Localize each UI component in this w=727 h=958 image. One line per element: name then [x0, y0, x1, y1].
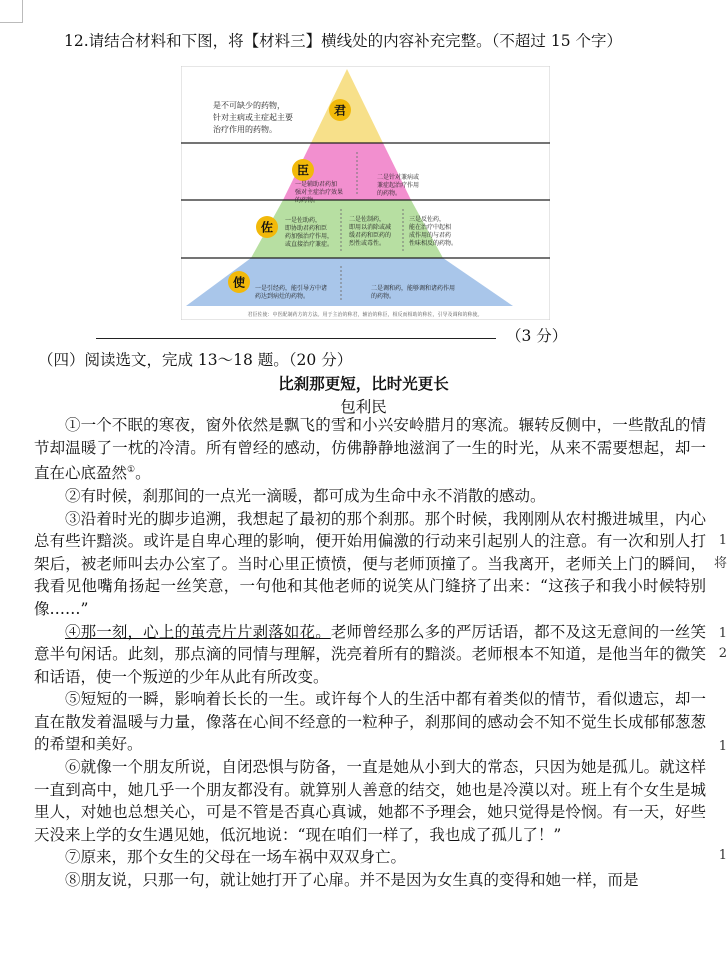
- label-chen: [292, 159, 314, 181]
- figure-text-line: 强对主症治疗效果: [295, 189, 344, 196]
- margin-mark-1: 1: [718, 533, 727, 548]
- paragraph-6: ⑥就像一个朋友所说，自闭恐惧与防备，一直是她从小到大的常态，只因为她是孤儿。就这样一直到高中，她几乎一个朋友都没有。就算别人善意的结交，她也是冷漠以对。班上有个女生是城里人，对她也总想关心，可是不管是否真心真诚，她都不予理会，她只觉得是怜悯。有一天，好些天没来上学的女生遇见她，低沉地说：“现在咱们一样了，我也成了孤儿了！”: [34, 758, 706, 844]
- margin-mark-3: 1: [718, 626, 727, 641]
- section-heading: （四）阅读选文，完成 13～18 题。（20 分）: [38, 351, 353, 369]
- figure-text-line: 缓君药和臣药的: [349, 232, 392, 239]
- figure-caption: 君臣佐使：中医配制药方的方法。用于主治的称君，辅治的称臣，相反而相助的称佐，引导及调和的称使。: [247, 312, 483, 318]
- svg-text:臣: 臣: [296, 163, 310, 178]
- margin-mark-2: 将: [713, 556, 727, 571]
- figure-text-line: 二是针对兼病或: [377, 174, 420, 181]
- answer-blank-line[interactable]: [96, 338, 496, 339]
- underlined-sentence: ④那一刻，心上的茧壳片片剥落如花。: [65, 622, 331, 641]
- figure-text-line: 三是反佐药，: [409, 216, 446, 223]
- question-text: 请结合材料和下图，将【材料三】横线处的内容补充完整。（不超过 15 个字）: [88, 32, 622, 50]
- margin-mark-6: 1: [718, 848, 727, 863]
- figure-text-line: 即协助君药和臣: [285, 225, 328, 232]
- paragraph-4: ④那一刻，心上的茧壳片片剥落如花。老师曾经那么多的严厉话语，都不及这无意间的一丝笑意半句闲话。此刻，那点滴的同情与理解，洗亮着所有的黯淡。老师根本不知道，是他当年的微笑和话语，使一个叛逆的少年从此有所改变。: [34, 622, 706, 686]
- figure-text-line: 针对主病或主症起主要: [213, 113, 293, 122]
- article-author: 包利民: [340, 398, 387, 416]
- figure-text-line: 一是引经药，能引导方中诸: [255, 285, 328, 292]
- svg-text:使: 使: [232, 275, 246, 290]
- figure-text-line: 二是调和药，能够调和诸药作用: [371, 285, 456, 292]
- figure-text-line: 治疗作用的药物。: [213, 125, 277, 134]
- figure-text-line: 二是佐制药，: [349, 216, 386, 223]
- paragraph-1: ①一个不眠的寒夜，窗外依然是飘飞的雪和小兴安岭腊月的寒流。辗转反侧中，一些散乱的情节却温暖了一枕的冷清。所有曾经的感动，仿佛静静地滋润了一生的时光，从来不需要想起，却一直在心底盈然①。: [34, 416, 706, 483]
- figure-text-line: 性味相反的药物。: [409, 240, 458, 247]
- jun-chen-zuo-shi-figure: [181, 66, 550, 320]
- question-score: （3 分）: [506, 327, 568, 345]
- question-number: 12.: [64, 32, 89, 50]
- figure-text-line: 兼症起治疗作用: [377, 182, 420, 189]
- figure-text-line: 能在治疗中起相: [409, 224, 452, 231]
- paragraph-3: ③沿着时光的脚步追溯，我想起了最初的那个刹那。那个时候，我刚刚从农村搬进城里，内心总有些许黯淡。或许是自卑心理的影响，便开始用偏激的行动来引起别人的注意。有一次和别人打架后，被老师叫去办公室了。当时心里正愤愤，便与老师顶撞了。当我离开，老师关上门的瞬间，我看见他嘴角扬起一丝笑意，一句他和其他老师的说笑从门缝挤了出来：“这孩子和我小时候特别像……”: [34, 509, 706, 618]
- figure-text-line: 药达到病灶的药物。: [255, 293, 310, 300]
- figure-text-line: 药加强治疗作用，: [285, 233, 334, 240]
- figure-text-line: 是不可缺少的药物，: [213, 101, 285, 110]
- page-corner-mark: [0, 0, 23, 23]
- svg-text:佐: 佐: [260, 220, 274, 235]
- footnote-marker: ①: [127, 465, 136, 476]
- figure-text-line: 即用以消除或减: [349, 224, 392, 231]
- figure-text-line: 的药物。: [371, 293, 396, 300]
- article-body: [34, 414, 706, 892]
- figure-text-line: 一是辅助君药加: [295, 181, 338, 188]
- paragraph-5: ⑤短短的一瞬，影响着长长的一生。或许每个人的生活中都有着类似的情节，看似遗忘，却一直在散发着温暖与力量，像落在心间不经意的一粒种子，刹那间的感动会不知不觉生长成郁郁葱葱的希望和美好。: [34, 690, 706, 754]
- figure-text-line: 或直接治疗兼症。: [285, 241, 334, 248]
- label-shi: [228, 271, 250, 293]
- paragraph-8: ⑧朋友说，只那一句，就让她打开了心扉。并不是因为女生真的变得和她一样，而是: [65, 871, 639, 890]
- question-12: [64, 30, 664, 52]
- figure-text-line: 的药物。: [377, 190, 402, 197]
- margin-mark-5: 1: [718, 739, 727, 754]
- figure-text-line: 的药物。: [295, 197, 320, 204]
- paragraph-7: ⑦原来，那个女生的父母在一场车祸中双双身亡。: [65, 848, 407, 867]
- paragraph-2: ②有时候，刹那间的一点光一滴暖，都可成为生命中永不消散的感动。: [65, 486, 546, 505]
- figure-text-line: 烈性或毒性。: [349, 240, 386, 247]
- label-jun: [329, 99, 351, 121]
- figure-text-line: 成作用的与君药: [409, 232, 452, 239]
- margin-mark-4: 2: [718, 646, 727, 661]
- svg-text:君: 君: [333, 103, 347, 118]
- article-title: 比刹那更短，比时光更长: [278, 374, 449, 393]
- figure-text-line: 一是佐助药，: [285, 217, 322, 224]
- label-zuo: [256, 216, 278, 238]
